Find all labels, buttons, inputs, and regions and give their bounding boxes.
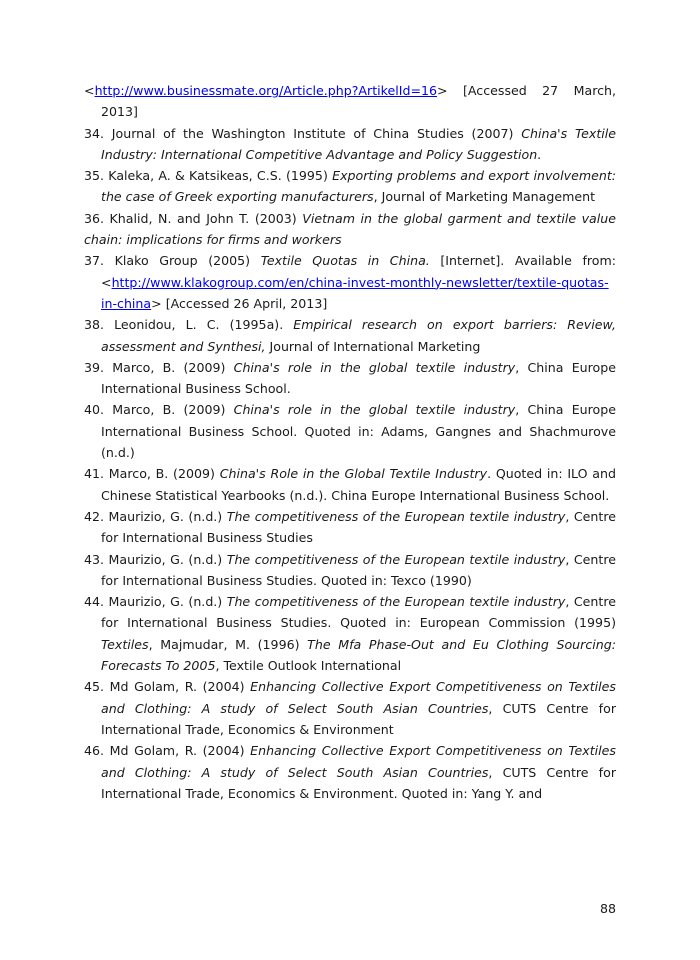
reference-text: 34. Journal of the Washington Institute of China Studies (2007) bbox=[84, 125, 522, 141]
reference-title: China's Role in the Global Textile Industry bbox=[219, 466, 488, 482]
reference-entry bbox=[84, 463, 616, 506]
reference-link[interactable]: http://www.businessmate.org/Article.php?ArtikelId=16 bbox=[94, 83, 438, 98]
reference-text: 43. Maurizio, G. (n.d.) bbox=[84, 551, 227, 567]
reference-title: China's Textile Industry: International Competitive Advantage and Policy Suggestion bbox=[101, 125, 616, 162]
reference-text: , CUTS Centre for International Trade, Economics & Environment. Quoted in: Yang Y. and bbox=[101, 764, 616, 801]
reference-text: 36. Khalid, N. and John T. (2003) bbox=[84, 210, 303, 226]
reference-title: Vietnam in the global garment and textile value chain: implications for firms and workers bbox=[84, 210, 616, 248]
reference-title: China's role in the global textile industry bbox=[233, 359, 516, 375]
reference-title: Textile Quotas in China. bbox=[260, 253, 430, 269]
reference-title: The competitiveness of the European textile industry bbox=[226, 508, 566, 524]
reference-text: < bbox=[84, 83, 95, 98]
reference-entry bbox=[84, 165, 616, 208]
reference-text: 42. Maurizio, G. (n.d.) bbox=[84, 508, 227, 524]
reference-text: 41. Marco, B. (2009) bbox=[84, 466, 220, 482]
reference-entry bbox=[84, 591, 616, 676]
reference-entry bbox=[84, 399, 616, 463]
reference-text: 38. Leonidou, L. C. (1995a). bbox=[84, 317, 294, 333]
reference-text: 45. Md Golam, R. (2004) bbox=[84, 679, 251, 695]
reference-text: , China Europe International Business School. Quoted in: Adams, Gangnes and Shachmurove (n.d.) bbox=[101, 402, 616, 461]
reference-text: 39. Marco, B. (2009) bbox=[84, 359, 234, 375]
reference-entry bbox=[84, 250, 616, 314]
reference-link[interactable]: http://www.klakogroup.com/en/china-invest-monthly-newsletter/textile-quotas-in-china bbox=[101, 274, 609, 311]
reference-text: , Textile Outlook International bbox=[215, 658, 402, 674]
reference-title: Enhancing Collective Export Competitiveness on Textiles and Clothing: A study of Select South Asian Countries bbox=[101, 679, 616, 716]
reference-text: 37. Klako Group (2005) bbox=[84, 253, 261, 269]
page-number: 88 bbox=[599, 901, 616, 916]
reference-text: , Centre for International Business Studies. Quoted in: Texco (1990) bbox=[101, 551, 616, 588]
reference-list bbox=[84, 80, 616, 804]
reference-entry bbox=[84, 676, 616, 740]
reference-text: , Centre for International Business Studies. Quoted in: European Commission (1995) bbox=[101, 594, 616, 631]
reference-entry bbox=[84, 314, 616, 357]
reference-text: . bbox=[537, 146, 542, 162]
reference-entry bbox=[84, 80, 616, 123]
reference-text: 40. Marco, B. (2009) bbox=[84, 402, 234, 418]
reference-title: Textiles bbox=[101, 636, 149, 652]
reference-text: 46. Md Golam, R. (2004) bbox=[84, 743, 251, 759]
reference-text: 35. Kaleka, A. & Katsikeas, C.S. (1995) bbox=[84, 168, 333, 184]
reference-text: > [Accessed 26 April, 2013] bbox=[151, 295, 328, 311]
reference-title: Exporting problems and export involvement: the case of Greek exporting manufacturers bbox=[101, 168, 616, 205]
reference-entry bbox=[84, 357, 616, 400]
reference-text: , CUTS Centre for International Trade, Economics & Environment bbox=[101, 700, 616, 737]
reference-title: The competitiveness of the European textile industry bbox=[226, 594, 566, 610]
reference-text: , Journal of Marketing Management bbox=[373, 189, 596, 205]
reference-text: Journal of International Marketing bbox=[265, 338, 481, 354]
reference-title: The competitiveness of the European textile industry bbox=[226, 551, 566, 567]
reference-text: , Centre for International Business Studies bbox=[101, 508, 616, 546]
reference-title: Enhancing Collective Export Competitiveness on Textiles and Clothing: A study of Select South Asian Countries bbox=[101, 743, 616, 780]
reference-text: . Quoted in: ILO and Chinese Statistical Yearbooks (n.d.). China Europe International Business School. bbox=[101, 466, 616, 503]
reference-entry bbox=[84, 123, 616, 166]
reference-entry bbox=[84, 208, 616, 251]
reference-entry bbox=[84, 506, 616, 549]
reference-text: 44. Maurizio, G. (n.d.) bbox=[84, 594, 227, 610]
reference-entry bbox=[84, 549, 616, 592]
reference-text: , China Europe International Business School. bbox=[101, 359, 616, 397]
reference-text: [Internet]. Available from: < bbox=[101, 253, 616, 290]
reference-text: > [Accessed 27 March, 2013] bbox=[101, 83, 616, 120]
reference-title: China's role in the global textile industry bbox=[233, 402, 516, 418]
reference-text: , Majmudar, M. (1996) bbox=[148, 636, 308, 652]
reference-title: The Mfa Phase-Out and Eu Clothing Sourcing: Forecasts To 2005 bbox=[101, 636, 616, 674]
reference-entry bbox=[84, 740, 616, 804]
reference-title: Empirical research on export barriers: Review, assessment and Synthesi, bbox=[101, 317, 616, 354]
